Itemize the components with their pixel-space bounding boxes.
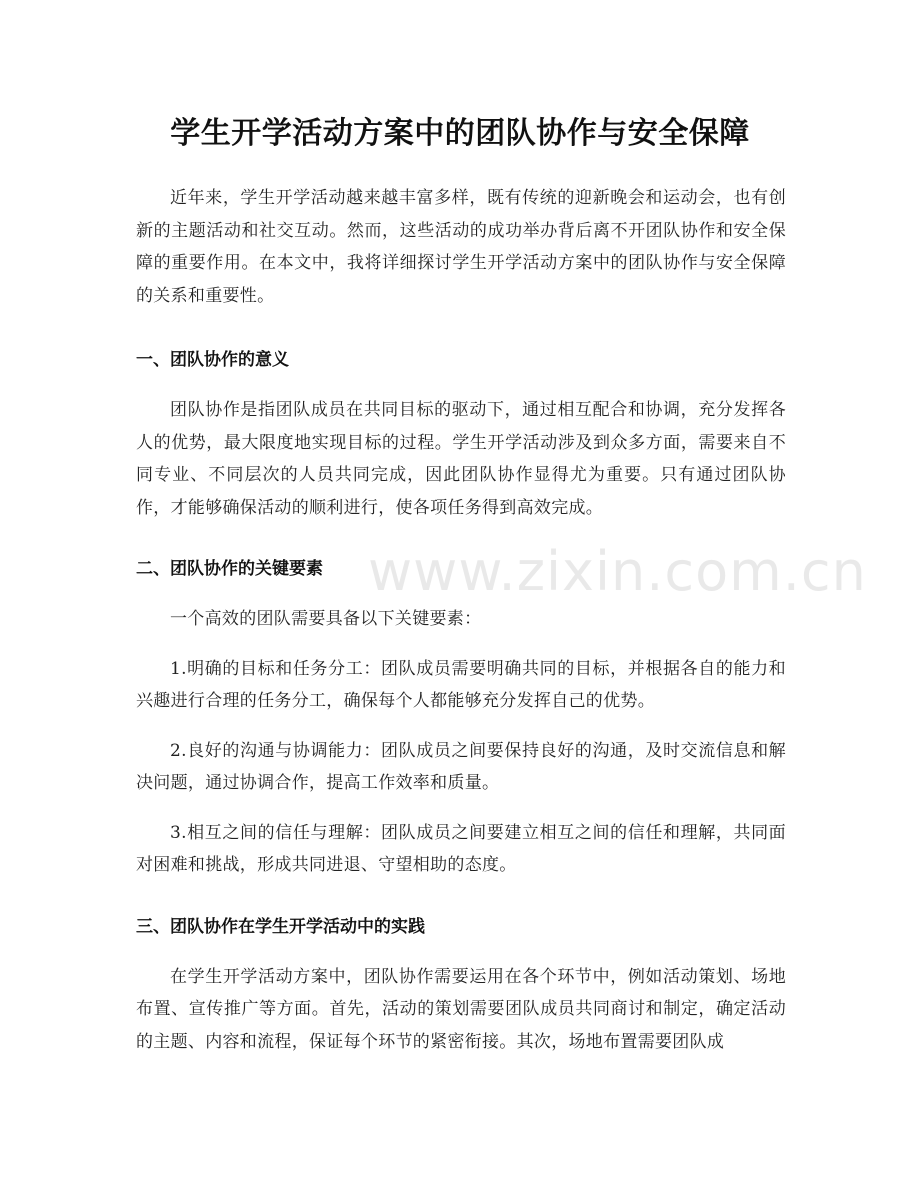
section-heading-1: 一、团队协作的意义	[136, 350, 289, 370]
list-item-1: 1.明确的目标和任务分工：团队成员需要明确共同的目标，并根据各自的能力和兴趣进行合理的任务分工，确保每个人都能够充分发挥自己的优势。	[136, 658, 786, 711]
list-item-3: 3.相互之间的信任与理解：团队成员之间要建立相互之间的信任和理解，共同面对困难和挑战，形成共同进退、守望相助的态度。	[136, 822, 786, 875]
document-title: 学生开学活动方案中的团队协作与安全保障	[170, 116, 750, 151]
section-3-paragraph: 在学生开学活动方案中，团队协作需要运用在各个环节中，例如活动策划、场地布置、宣传推广等方面。首先，活动的策划需要团队成员共同商讨和制定，确定活动的主题、内容和流程，保证每个环节的紧密衔接。其次，场地布置需要团队成	[136, 966, 786, 1052]
document-body	[136, 182, 786, 1058]
section-1-paragraph: 团队协作是指团队成员在共同目标的驱动下，通过相互配合和协调，充分发挥各人的优势，最大限度地实现目标的过程。学生开学活动涉及到众多方面，需要来自不同专业、不同层次的人员共同完成，因此团队协作显得尤为重要。只有通过团队协作，才能够确保活动的顺利进行，使各项任务得到高效完成。	[136, 400, 786, 518]
section-heading-2: 二、团队协作的关键要素	[136, 559, 323, 579]
section-2-lead: 一个高效的团队需要具备以下关键要素：	[170, 609, 482, 629]
section-heading-3: 三、团队协作在学生开学活动中的实践	[136, 916, 425, 937]
watermark: www.zixin.com.cn	[368, 540, 867, 603]
intro-paragraph: 近年来，学生开学活动越来越丰富多样，既有传统的迎新晚会和运动会，也有创新的主题活动和社交互动。然而，这些活动的成功举办背后离不开团队协作和安全保障的重要作用。在本文中，我将详细探讨学生开学活动方案中的团队协作与安全保障的关系和重要性。	[136, 188, 786, 306]
list-item-2: 2.良好的沟通与协调能力：团队成员之间要保持良好的沟通，及时交流信息和解决问题，通过协调合作，提高工作效率和质量。	[136, 740, 786, 793]
